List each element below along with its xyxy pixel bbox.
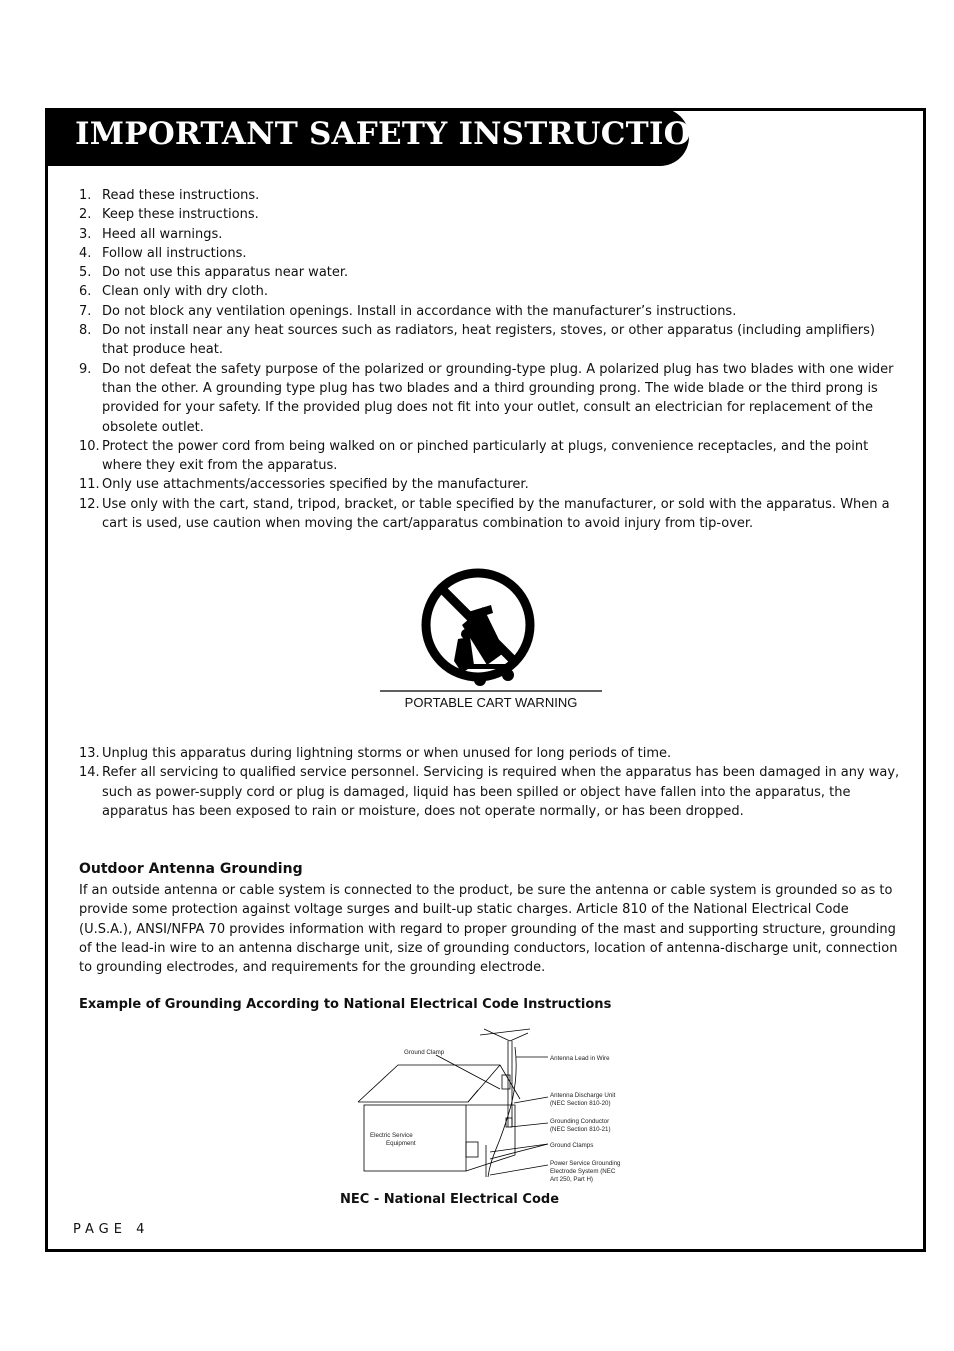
- cart-warning-caption: PORTABLE CART WARNING: [404, 695, 578, 710]
- portable-cart-warning-icon: [380, 565, 602, 715]
- list-item: [79, 302, 901, 321]
- item-number: 8.: [79, 323, 92, 339]
- item-number: 2.: [79, 207, 92, 223]
- item-text: Do not use this apparatus near water.: [102, 265, 349, 281]
- power-service-line-2: Electrode System (NEC: [550, 1168, 616, 1175]
- electric-service-label: Electric Service: [370, 1132, 413, 1139]
- item-text: Do not block any ventilation openings. Install in accordance with the manufacturer’s instructions.: [102, 303, 737, 319]
- instruction-list: [79, 744, 901, 821]
- list-item: [79, 321, 901, 360]
- power-service-line-3: Art 250, Part H): [550, 1176, 593, 1183]
- item-number: 12.: [79, 496, 100, 512]
- discharge-unit-label: Antenna Discharge Unit: [550, 1092, 616, 1099]
- item-number: 6.: [79, 284, 92, 300]
- ground-clamps-label: Ground Clamps: [550, 1142, 594, 1149]
- page-number: PAGE 4: [73, 1222, 150, 1237]
- item-number: 9.: [79, 361, 92, 377]
- ground-clamp-label: Ground Clamp: [404, 1049, 445, 1056]
- item-number: 3.: [79, 226, 92, 242]
- antenna-lead-label: Antenna Lead in Wire: [550, 1055, 610, 1062]
- item-text: Do not install near any heat sources such as radiators, heat registers, stoves, or other apparatus (including amplifiers) that produce heat.: [102, 323, 875, 358]
- list-item: [79, 282, 901, 301]
- item-number: 4.: [79, 245, 92, 261]
- list-item: [79, 360, 901, 437]
- item-number: 1.: [79, 188, 92, 203]
- item-number: 11.: [79, 477, 100, 493]
- nec-caption: NEC - National Electrical Code: [340, 1192, 560, 1207]
- discharge-unit-section: (NEC Section 810-20): [550, 1100, 611, 1107]
- list-item: [79, 244, 901, 263]
- item-text: Clean only with dry cloth.: [102, 284, 268, 300]
- item-number: 7.: [79, 303, 92, 319]
- list-item: [79, 437, 901, 476]
- instruction-list: [79, 186, 901, 533]
- item-text: Refer all servicing to qualified service personnel. Servicing is required when the apparatus has been damaged in any way, such as power-supply cord or plug is damaged, liquid has been spilled or object have fallen into the apparatus, the apparatus has been exposed to rain or moisture, does not operate normally, or has been dropped.: [102, 765, 900, 819]
- item-text: Unplug this apparatus during lightning storms or when unused for long periods of time.: [102, 746, 672, 761]
- section-body: If an outside antenna or cable system is connected to the product, be sure the antenna or cable system is grounded so as to provide some protection against voltage surges and built-up static charges. Article 810 of the National Electrical Code (U.S.A.), ANSI/NFPA 70 provides information with regard to proper grounding of the mast and supporting structure, grounding of the lead-in wire to an antenna discharge unit, size of grounding conductors, location of antenna-discharge unit, connection to grounding electrodes, and requirements for the grounding electrode.: [79, 883, 898, 976]
- list-item: [79, 205, 901, 224]
- item-text: Only use attachments/accessories specified by the manufacturer.: [102, 477, 529, 493]
- item-text: Keep these instructions.: [102, 207, 259, 223]
- item-number: 10.: [79, 438, 100, 454]
- grounding-diagram: [350, 1027, 650, 1187]
- list-item: [79, 763, 901, 821]
- page-title: IMPORTANT SAFETY INSTRUCTIONS: [75, 116, 742, 152]
- grounding-conductor-section: (NEC Section 810-21): [550, 1126, 611, 1133]
- list-item: [79, 225, 901, 244]
- item-text: Protect the power cord from being walked on or pinched particularly at plugs, convenience receptacles, and the point where they exit from the apparatus.: [102, 438, 869, 474]
- list-item: [79, 263, 901, 282]
- item-text: Use only with the cart, stand, tripod, bracket, or table specified by the manufacturer, or sold with the apparatus. When a cart is used, use caution when moving the cart/apparatus combination to avoid injury from tip-over.: [102, 496, 890, 532]
- item-text: Follow all instructions.: [102, 245, 247, 261]
- example-heading: Example of Grounding According to National Electrical Code Instructions: [79, 997, 612, 1012]
- item-text: Read these instructions.: [102, 188, 260, 203]
- list-item: [79, 186, 901, 205]
- item-number: 14.: [79, 765, 100, 781]
- section-heading: Outdoor Antenna Grounding: [79, 861, 303, 877]
- grounding-conductor-label: Grounding Conductor: [550, 1118, 610, 1125]
- item-text: Heed all warnings.: [102, 226, 223, 242]
- electric-service-line-2: Equipment: [386, 1140, 416, 1147]
- list-item: [79, 744, 901, 763]
- list-item: [79, 475, 901, 494]
- item-text: Do not defeat the safety purpose of the polarized or grounding-type plug. A polarized plug has two blades with one wider than the other. A grounding type plug has two blades and a third grounding prong. The wide blade or the third prong is provided for your safety. If the provided plug does not fit into your outlet, consult an electrician for replacement of the obsolete outlet.: [102, 361, 894, 435]
- list-item: [79, 495, 901, 534]
- item-number: 13.: [79, 746, 100, 761]
- power-service-label: Power Service Grounding: [550, 1160, 621, 1167]
- item-number: 5.: [79, 265, 92, 281]
